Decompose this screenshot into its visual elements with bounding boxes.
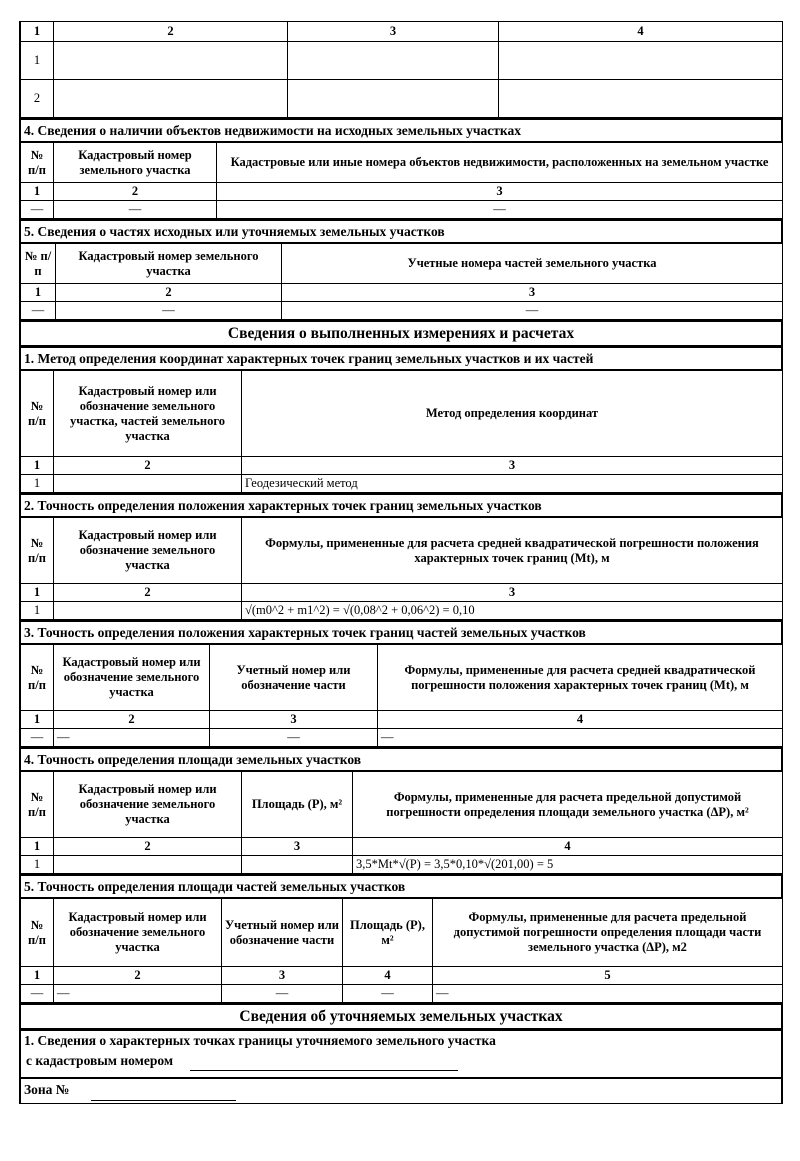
table-cell [54,475,242,493]
table-row [21,42,783,80]
col-num: 1 [21,711,54,729]
formula-value: √(m0^2 + m1^2) = √(0,08^2 + 0,06^2) = 0,10 [242,602,783,620]
table-cell: — [54,985,222,1003]
table-row [21,475,783,493]
continued-table [20,21,783,118]
point-accuracy-table [20,517,783,620]
row-number: 1 [21,602,54,620]
table-header-numbers [21,22,783,42]
col-num: 3 [282,284,783,302]
header-cadastral-number: Кадастровый номер земельного участка [54,143,217,183]
col-num: 1 [21,183,54,201]
row-number: 1 [21,475,54,493]
boundary-plan-document [19,21,783,1104]
zone-label: Зона № [24,1082,70,1097]
col-num: 3 [288,22,499,42]
header-formula: Формулы, примененные для расчета предельной допустимой погрешности определения площади земельного участка (ΔP), м² [353,772,783,838]
col-num: 1 [21,457,54,475]
method-table [20,370,783,493]
header-cadastral-number: Кадастровый номер или обозначение земельного участка [54,518,242,584]
col-num: 3 [242,838,353,856]
table-cell: — [217,201,783,219]
col-num: 1 [21,584,54,602]
table-row [21,302,783,320]
section-title-area-accuracy: 4. Точность определения площади земельных участков [20,747,782,771]
row-number: 2 [21,80,54,118]
zone-number-blank[interactable] [91,1085,236,1101]
table-cell: — [21,302,56,320]
table-cell: — [210,729,378,747]
table-cell [54,42,288,80]
header-formula: Формулы, примененные для расчета средней квадратической погрешности положения характерных точек границ (Mt), м [242,518,783,584]
col-num: 1 [21,838,54,856]
table-cell: — [378,729,783,747]
refined-plot-points-block [20,1029,782,1078]
header-number: № п/п [21,645,54,711]
header-number: № п/п [21,371,54,457]
header-part-number: Учетный номер или обозначение части [210,645,378,711]
col-num: 2 [56,284,282,302]
table-cell [288,80,499,118]
zone-line [20,1078,782,1104]
col-num: 4 [353,838,783,856]
table-cell: — [21,729,54,747]
method-value: Геодезический метод [242,475,783,493]
part-area-accuracy-table [20,898,783,1003]
section-title-real-estate-objects: 4. Сведения о наличии объектов недвижимости на исходных земельных участках [20,118,782,142]
table-row [21,201,783,219]
col-num: 3 [210,711,378,729]
table-cell: — [222,985,343,1003]
col-num: 4 [343,967,433,985]
col-num: 2 [54,584,242,602]
header-cadastral-number: Кадастровый номер или обозначение земельного участка, частей земельного участка [54,371,242,457]
row-number: 1 [21,42,54,80]
cadastral-number-line [24,1051,781,1071]
header-cadastral-number: Кадастровый номер или обозначение земельного участка [54,899,222,967]
table-cell: — [282,302,783,320]
header-method: Метод определения координат [242,371,783,457]
header-cadastral-number: Кадастровый номер или обозначение земельного участка [54,645,210,711]
formula-value: 3,5*Mt*√(P) = 3,5*0,10*√(201,00) = 5 [353,856,783,874]
header-object-numbers: Кадастровые или иные номера объектов недвижимости, расположенных на земельном участке [217,143,783,183]
table-cell [288,42,499,80]
header-area: Площадь (P), м² [242,772,353,838]
row-number: 1 [21,856,54,874]
header-number: № п/п [21,143,54,183]
table-cell [499,80,783,118]
section-title-land-parts: 5. Сведения о частях исходных или уточняемых земельных участков [20,219,782,243]
col-num: 4 [378,711,783,729]
banner-measurements: Сведения о выполненных измерениях и расчетах [20,320,782,346]
table-cell [54,602,242,620]
table-cell: — [54,201,217,219]
col-num: 1 [21,22,54,42]
banner-refined-plots: Сведения об уточняемых земельных участках [20,1003,782,1029]
col-num: 1 [21,967,54,985]
header-cadastral-number: Кадастровый номер или обозначение земельного участка [54,772,242,838]
col-num: 2 [54,457,242,475]
area-accuracy-table [20,771,783,874]
land-parts-table [20,243,783,320]
col-num: 2 [54,838,242,856]
section-title-point-accuracy: 2. Точность определения положения характерных точек границ земельных участков [20,493,782,517]
real-estate-objects-table [20,142,783,219]
col-num: 3 [242,457,783,475]
col-num: 2 [54,183,217,201]
col-num: 4 [499,22,783,42]
header-cadastral-number: Кадастровый номер земельного участка [56,244,282,284]
table-cell: — [56,302,282,320]
col-num: 2 [54,967,222,985]
col-num: 3 [217,183,783,201]
section-title-part-area-accuracy: 5. Точность определения площади частей земельных участков [20,874,782,898]
table-cell: — [21,201,54,219]
table-row [21,729,783,747]
header-area: Площадь (P), м² [343,899,433,967]
cadastral-number-blank[interactable] [190,1055,458,1071]
table-row [21,985,783,1003]
table-cell [54,856,242,874]
table-cell: — [54,729,210,747]
header-number: № п/п [21,899,54,967]
section-title-method: 1. Метод определения координат характерных точек границ земельных участков и их частей [20,346,782,370]
table-row [21,602,783,620]
table-cell: — [21,985,54,1003]
table-cell [54,80,288,118]
table-row [21,80,783,118]
header-formula: Формулы, примененные для расчета предельной допустимой погрешности определения площади части земельного участка (ΔP), м2 [433,899,783,967]
table-cell [499,42,783,80]
header-number: № п/п [21,518,54,584]
table-cell [242,856,353,874]
col-num: 3 [222,967,343,985]
col-num: 2 [54,22,288,42]
part-point-accuracy-table [20,644,783,747]
col-num: 2 [54,711,210,729]
header-formula: Формулы, примененные для расчета средней квадратической погрешности положения характерных точек границ (Mt), м [378,645,783,711]
header-number: № п/п [21,772,54,838]
col-num: 1 [21,284,56,302]
cadastral-number-label: с кадастровым номером [26,1053,174,1068]
table-row [21,856,783,874]
section-title-part-point-accuracy: 3. Точность определения положения характерных точек границ частей земельных участков [20,620,782,644]
table-cell: — [433,985,783,1003]
col-num: 5 [433,967,783,985]
table-cell: — [343,985,433,1003]
col-num: 3 [242,584,783,602]
header-number: № п/п [21,244,56,284]
section-title-boundary-points: 1. Сведения о характерных точках границы уточняемого земельного участка [24,1033,496,1048]
header-part-numbers: Учетные номера частей земельного участка [282,244,783,284]
header-part-number: Учетный номер или обозначение части [222,899,343,967]
